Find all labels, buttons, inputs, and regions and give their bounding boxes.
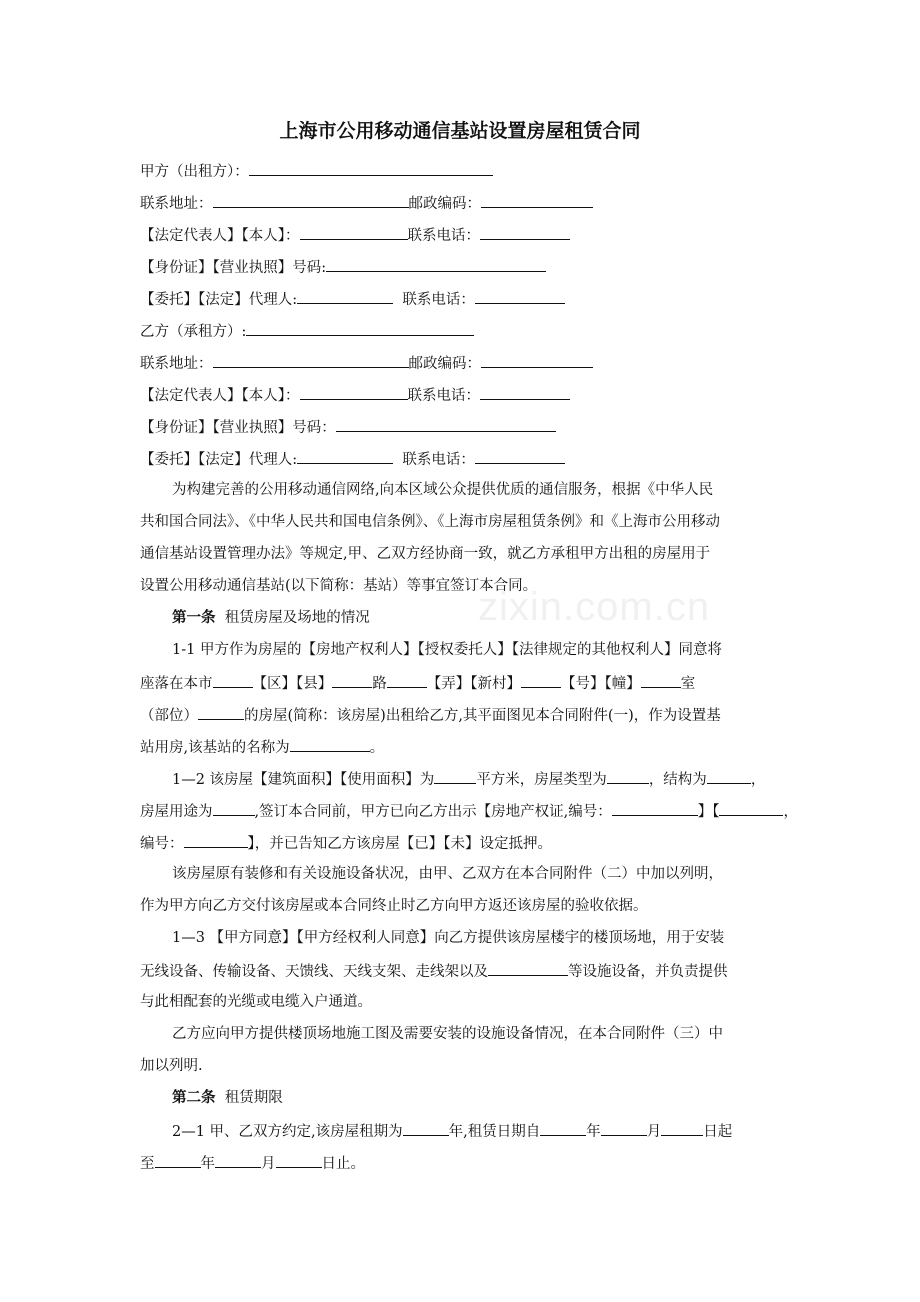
- equipment-blank[interactable]: [488, 960, 568, 976]
- clause-1-2-para-2-line-1: 该房屋原有装修和有关设施设备状况，由甲、乙双方在本合同附件（二）中加以列明，: [172, 866, 723, 882]
- party-a-postcode-blank[interactable]: [481, 192, 593, 208]
- clause-1-2-line-2: 房屋用途为 ,签订本合同前，甲方已向乙方出示【房地产权证,编号： 】【 ，: [140, 800, 798, 822]
- party-b-rep-blank[interactable]: [300, 384, 408, 400]
- watermark: zixin.com.cn: [478, 585, 711, 629]
- clause-1-3-line-1: 1—3 【甲方同意】【甲方经权利人同意】向乙方提供该房屋楼宇的楼顶场地，用于安装: [172, 930, 725, 946]
- intro-line-4: 设置公用移动通信基站(以下简称：基站）等事宜签订本合同。: [140, 578, 538, 594]
- city-blank[interactable]: [213, 672, 253, 688]
- term-years-blank[interactable]: [403, 1120, 449, 1136]
- party-a-id-line: 【身份证】【营业执照】号码:: [140, 256, 546, 278]
- article-1-title: 租赁房屋及场地的情况: [224, 610, 370, 626]
- road-blank[interactable]: [387, 672, 427, 688]
- usage-blank[interactable]: [213, 800, 255, 816]
- lane-blank[interactable]: [521, 672, 561, 688]
- party-b-name-line: 乙方（承租方）:: [140, 320, 474, 342]
- number-blank[interactable]: [641, 672, 681, 688]
- party-a-address-blank[interactable]: [213, 192, 409, 208]
- article-2-number: 第二条: [172, 1090, 216, 1106]
- clause-1-3-para-2-line-1: 乙方应向甲方提供楼顶场地施工图及需要安装的设施设备情况，在本合同附件（三）中: [172, 1026, 723, 1042]
- clause-1-2-para-2-line-2: 作为甲方向乙方交付该房屋或本合同终止时乙方向甲方返还该房屋的验收依据。: [140, 898, 648, 914]
- party-a-agent-blank[interactable]: [297, 288, 393, 304]
- party-b-postcode-blank[interactable]: [481, 352, 593, 368]
- clause-1-1-line-1: 1-1 甲方作为房屋的【房地产权利人】【授权委托人】【法律规定的其他权利人】同意将: [172, 642, 722, 658]
- article-1-number: 第一条: [172, 610, 216, 626]
- party-b-rep-line: 【法定代表人】【本人】： 联系电话：: [140, 384, 570, 406]
- end-day-blank[interactable]: [276, 1152, 322, 1168]
- article-1-heading: [172, 608, 370, 628]
- district-blank[interactable]: [332, 672, 372, 688]
- clause-1-3-line-3: 与此相配套的光缆或电缆入户通道。: [140, 994, 372, 1010]
- party-b-id-line: 【身份证】【营业执照】号码：: [140, 416, 556, 438]
- intro-line-3: 通信基站设置管理办法》等规定,甲、乙双方经协商一致，就乙方承租甲方出租的房屋用于: [140, 546, 711, 562]
- party-b-id-blank[interactable]: [336, 416, 556, 432]
- clause-1-1-line-3: （部位） 的房屋(简称：该房屋)出租给乙方,其平面图见本合同附件(一)，作为设置基: [140, 704, 721, 726]
- party-a-agent-line: 【委托】【法定】代理人: 联系电话：: [140, 288, 565, 310]
- party-b-agent-phone-blank[interactable]: [475, 448, 565, 464]
- party-b-name-blank[interactable]: [246, 320, 474, 336]
- party-b-agent-blank[interactable]: [297, 448, 393, 464]
- party-b-address-line: 联系地址： 邮政编码：: [140, 352, 593, 374]
- clause-1-1-line-2: 座落在本市 【区】【县】 路 【弄】【新村】 【号】【幢】 室: [140, 672, 695, 694]
- start-year-blank[interactable]: [540, 1120, 586, 1136]
- start-day-blank[interactable]: [661, 1120, 703, 1136]
- start-month-blank[interactable]: [601, 1120, 647, 1136]
- party-b-agent-line: 【委托】【法定】代理人: 联系电话：: [140, 448, 565, 470]
- certificate-number-blank[interactable]: [612, 800, 698, 816]
- party-a-id-blank[interactable]: [326, 256, 546, 272]
- part-blank[interactable]: [198, 704, 244, 720]
- party-b-address-blank[interactable]: [213, 352, 409, 368]
- document-title: 上海市公用移动通信基站设置房屋租赁合同: [279, 120, 641, 142]
- party-a-phone-blank[interactable]: [480, 224, 570, 240]
- station-name-blank[interactable]: [290, 736, 370, 752]
- other-certificate-blank[interactable]: [719, 800, 783, 816]
- clause-1-1-line-4: 站用房,该基站的名称为 。: [140, 736, 384, 758]
- clause-1-3-para-2-line-2: 加以列明.: [140, 1058, 203, 1074]
- house-type-blank[interactable]: [607, 768, 649, 784]
- end-year-blank[interactable]: [155, 1152, 201, 1168]
- intro-line-1: 为构建完善的公用移动通信网络,向本区域公众提供优质的通信服务，根据《中华人民: [172, 482, 714, 498]
- clause-1-2-line-3: 编号： 】，并已告知乙方该房屋【已】【未】设定抵押。: [140, 832, 552, 854]
- intro-line-2: 共和国合同法》、《中华人民共和国电信条例》、《上海市房屋租赁条例》和《上海市公用移动: [140, 514, 720, 530]
- area-blank[interactable]: [434, 768, 476, 784]
- clause-1-3-line-2: 无线设备、传输设备、天馈线、天线支架、走线架以及 等设施设备，并负责提供: [140, 960, 728, 982]
- party-a-name-blank[interactable]: [249, 160, 493, 176]
- party-a-address-line: 联系地址： 邮政编码：: [140, 192, 593, 214]
- other-number-blank[interactable]: [184, 832, 248, 848]
- structure-blank[interactable]: [707, 768, 751, 784]
- clause-2-1-line-1: 2—1 甲、乙双方约定,该房屋租期为 年,租赁日期自 年 月 日起: [172, 1120, 732, 1142]
- article-2-title: 租赁期限: [224, 1090, 283, 1106]
- party-a-agent-phone-blank[interactable]: [475, 288, 565, 304]
- party-a-name-line: 甲方（出租方）：: [140, 160, 493, 182]
- clause-1-2-line-1: 1—2 该房屋【建筑面积】【使用面积】为 平方米，房屋类型为 ，结构为 ，: [172, 768, 765, 790]
- party-a-rep-line: 【法定代表人】【本人】： 联系电话：: [140, 224, 570, 246]
- article-2-heading: [172, 1088, 283, 1108]
- clause-2-1-line-2: 至 年 月 日止。: [140, 1152, 365, 1174]
- party-b-phone-blank[interactable]: [480, 384, 570, 400]
- end-month-blank[interactable]: [215, 1152, 261, 1168]
- party-a-rep-blank[interactable]: [300, 224, 408, 240]
